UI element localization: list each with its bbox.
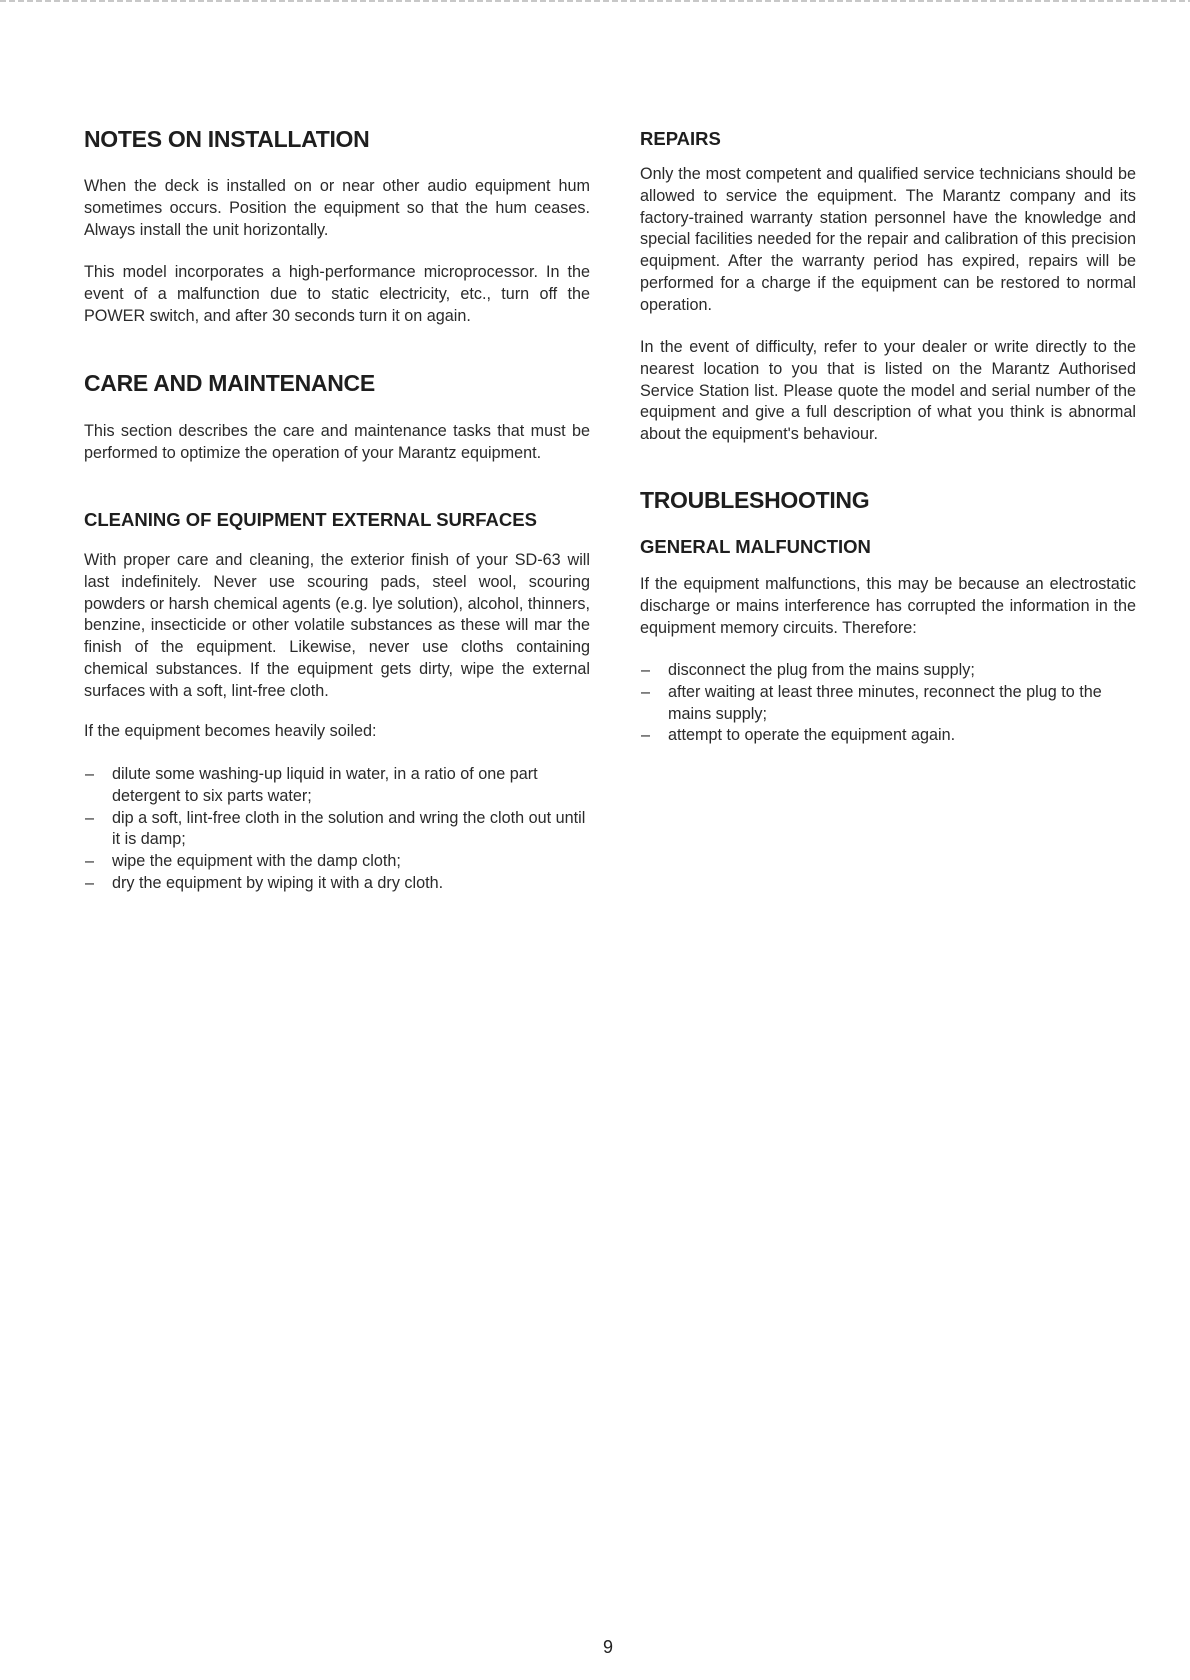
list-item: – wipe the equipment with the damp cloth; xyxy=(84,851,590,873)
installation-paragraph-1: When the deck is installed on or near other audio equipment hum sometimes occurs. Position the equipment so that the hum ceases. Always install the unit horizontally. xyxy=(84,177,590,239)
page-number: 9 xyxy=(603,1637,614,1657)
troubleshooting-heading: TROUBLESHOOTING xyxy=(640,487,870,513)
troubleshooting-steps-list xyxy=(640,660,1136,747)
list-item: – dilute some washing-up liquid in water, in a ratio of one part detergent to six parts water; xyxy=(84,764,590,808)
care-and-maintenance-heading: CARE AND MAINTENANCE xyxy=(84,370,375,396)
cleaning-paragraph-1: With proper care and cleaning, the exterior finish of your SD-63 will last indefinitely. Never use scouring pads, steel wool, scouring powders or harsh chemical agents (e.g. lye solution), alcohol, thinners, benzine, insecticide or other volatile substances as these will mar the finish of the equipment. Likewise, never use cloths containing chemical substances. If the equipment gets dirty, wipe the external surfaces with a soft, lint-free cloth. xyxy=(84,551,590,700)
page-top-rule xyxy=(0,0,1190,2)
repairs-paragraph-2: In the event of difficulty, refer to your dealer or write directly to the nearest location to you that is listed on the Marantz Authorised Service Station list. Please quote the model and serial number of the equipment and give a full description of what you think is abnormal about the equipment's behaviour. xyxy=(640,338,1136,444)
cleaning-steps-list xyxy=(84,764,590,895)
list-item: – dip a soft, lint-free cloth in the solution and wring the cloth out until it is damp; xyxy=(84,808,590,852)
repairs-heading: REPAIRS xyxy=(640,128,721,149)
installation-paragraph-2: This model incorporates a high-performance microprocessor. In the event of a malfunction due to static electricity, etc., turn off the POWER switch, and after 30 seconds turn it on again. xyxy=(84,263,590,325)
troubleshooting-paragraph-1: If the equipment malfunctions, this may be because an electrostatic discharge or mains interference has corrupted the information in the equipment memory circuits. Therefore: xyxy=(640,575,1136,637)
cleaning-heading: CLEANING OF EQUIPMENT EXTERNAL SURFACES xyxy=(84,509,537,530)
notes-on-installation-heading: NOTES ON INSTALLATION xyxy=(84,126,370,152)
cleaning-paragraph-2: If the equipment becomes heavily soiled: xyxy=(84,722,377,740)
list-item: – disconnect the plug from the mains supply; xyxy=(640,660,1136,682)
care-paragraph-1: This section describes the care and maintenance tasks that must be performed to optimize the operation of your Marantz equipment. xyxy=(84,422,590,462)
repairs-paragraph-1: Only the most competent and qualified service technicians should be allowed to service the equipment. The Marantz company and its factory-trained warranty station personnel have the knowledge and special facilities needed for the repair and calibration of this precision equipment. After the warranty period has expired, repairs will be performed for a charge if the equipment can be restored to normal operation. xyxy=(640,165,1136,314)
list-item: – attempt to operate the equipment again. xyxy=(640,725,1136,747)
general-malfunction-heading: GENERAL MALFUNCTION xyxy=(640,536,871,557)
list-item: – after waiting at least three minutes, reconnect the plug to the mains supply; xyxy=(640,682,1136,726)
list-item: – dry the equipment by wiping it with a dry cloth. xyxy=(84,873,590,895)
